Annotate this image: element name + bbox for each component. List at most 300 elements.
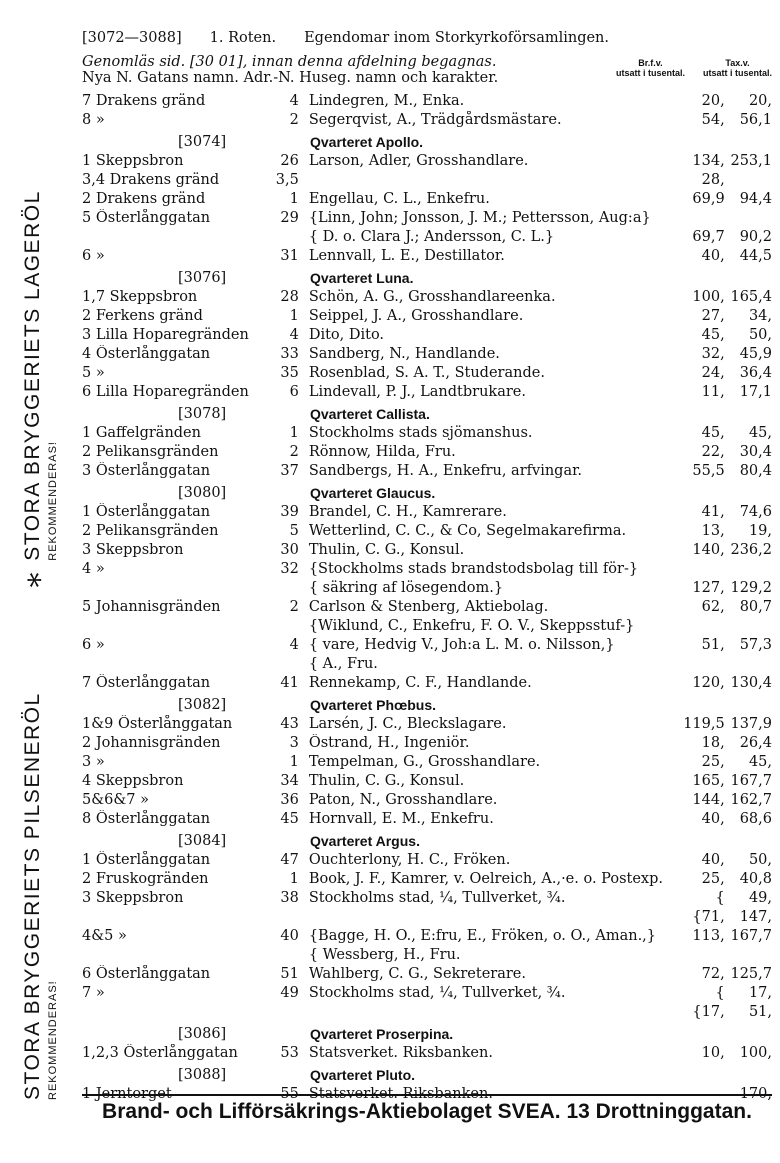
number-cell: 1 [289, 425, 299, 441]
owner-cell: Thulin, C. G., Konsul. [308, 773, 465, 789]
brfv-cell: 25, [701, 871, 725, 887]
number-cell: 1 [289, 191, 299, 207]
address-cell: 3 Österlånggatan [82, 463, 211, 479]
taxv-column-header: Tax.v. utsatt i tusental. [702, 58, 772, 78]
brfv-cell: 40, [701, 248, 725, 264]
number-cell [259, 228, 308, 247]
brfv-cell: 119,5 [683, 716, 725, 732]
address-cell: 6 Lilla Hoparegränden [82, 384, 249, 400]
property-row [82, 753, 772, 772]
owner-cell: Rosenblad, S. A. T., Studerande. [308, 365, 545, 381]
block-heading [82, 831, 772, 851]
taxv-cell: 253,1 [730, 153, 772, 169]
note-text: Genomläs sid. [30 01], innan denna afdelning begagnas. [82, 54, 497, 70]
address-cell: 2 Johannisgränden [82, 735, 221, 751]
brfv-column-header: Br.f.v. utsatt i tusental. [615, 58, 685, 78]
owner-cell: {Stockholms stads brandstodsbolag till för-} [308, 561, 639, 577]
block-name: Qvarteret Argus. [310, 833, 420, 849]
property-row [82, 522, 772, 541]
address-cell: 6 » [82, 637, 105, 653]
address-cell: 2 Pelikansgränden [82, 444, 219, 460]
number-cell: 2 [289, 444, 299, 460]
brfv-cell: 55,5 [692, 463, 725, 479]
footer-advertisement: Brand- och Lifförsäkrings-Aktiebolaget SVEA. 13 Drottninggatan. [82, 1094, 772, 1124]
number-cell: 30 [280, 542, 299, 558]
property-row [82, 1044, 772, 1063]
address-cell [82, 1003, 259, 1022]
number-cell: 31 [280, 248, 299, 264]
property-row [82, 92, 772, 111]
address-cell: 8 » [82, 112, 105, 128]
address-cell: 4 Österlånggatan [82, 346, 211, 362]
owner-cell: { vare, Hedvig V., Joh:a L. M. o. Nilsson,} [308, 637, 615, 653]
taxv-cell: 162,7 [730, 792, 772, 808]
address-cell: 2 Pelikansgränden [82, 523, 219, 539]
property-row [82, 734, 772, 753]
brfv-cell [673, 946, 724, 965]
block-number: [3088] [178, 1067, 227, 1083]
property-row [82, 889, 772, 908]
taxv-cell: 45, [748, 754, 772, 770]
taxv-cell: 100, [739, 1045, 772, 1061]
block-heading [82, 695, 772, 715]
block-name: Qvarteret Luna. [310, 270, 414, 286]
brfv-cell: 69,7 [692, 229, 725, 245]
block-name: Qvarteret Phœbus. [310, 697, 437, 713]
number-cell: 28 [280, 289, 299, 305]
number-cell: 51 [280, 966, 299, 982]
taxv-cell: 125,7 [730, 966, 772, 982]
address-cell: 6 » [82, 248, 105, 264]
page-title: Egendomar inom Storkyrkoförsamlingen. [304, 30, 610, 46]
number-cell: 43 [280, 716, 299, 732]
property-list [82, 92, 772, 1104]
property-row [82, 617, 772, 636]
owner-cell: Schön, A. G., Grosshandlareenka. [308, 289, 556, 305]
star-icon: * [22, 572, 58, 588]
number-cell: 37 [280, 463, 299, 479]
taxv-cell: 80,4 [739, 463, 772, 479]
number-cell: 35 [280, 365, 299, 381]
brfv-cell: 72, [701, 966, 725, 982]
owner-cell: Statsverket. Riksbanken. [308, 1045, 493, 1061]
number-cell: 3 [289, 735, 299, 751]
property-row [82, 810, 772, 829]
column-header [82, 54, 772, 92]
number-cell: 1 [289, 754, 299, 770]
property-row [82, 946, 772, 965]
brfv-cell: {71, [692, 909, 725, 925]
property-row [82, 462, 772, 481]
number-cell: 6 [289, 384, 299, 400]
owner-cell: Brandel, C. H., Kamrerare. [308, 504, 507, 520]
taxv-cell: 68,6 [739, 811, 772, 827]
number-cell: 38 [280, 890, 299, 906]
number-cell: 29 [280, 210, 299, 226]
property-row [82, 541, 772, 560]
address-cell: 3,4 Drakens gränd [82, 172, 220, 188]
owner-cell: Paton, N., Grosshandlare. [308, 792, 498, 808]
address-cell: 2 Fruskogränden [82, 871, 209, 887]
brfv-cell [673, 655, 724, 674]
taxv-cell: 56,1 [739, 112, 772, 128]
taxv-cell: 165,4 [730, 289, 772, 305]
page-header [82, 30, 772, 54]
brfv-cell: 27, [701, 308, 725, 324]
property-row [82, 190, 772, 209]
address-cell [82, 617, 259, 636]
brfv-cell: {17, [692, 1004, 725, 1020]
brfv-cell [673, 209, 724, 228]
owner-cell: Book, J. F., Kamrer, v. Oelreich, A.,·e. o. Postexp. [308, 871, 663, 887]
number-cell [259, 1003, 308, 1022]
taxv-cell: 17,1 [739, 384, 772, 400]
owner-cell: {Linn, John; Jonsson, J. M.; Pettersson, Aug:a} [308, 210, 651, 226]
taxv-cell [725, 655, 772, 674]
number-cell: 53 [280, 1045, 299, 1061]
taxv-cell: 26,4 [739, 735, 772, 751]
taxv-cell [725, 171, 772, 190]
taxv-cell: 130,4 [730, 675, 772, 691]
brfv-cell: 28, [701, 172, 725, 188]
owner-cell [309, 171, 674, 190]
number-cell: 5 [289, 523, 299, 539]
property-row [82, 209, 772, 228]
owner-cell: { D. o. Clara J.; Andersson, C. L.} [308, 229, 555, 245]
address-cell: 7 Österlånggatan [82, 675, 211, 691]
brfv-cell: 25, [701, 754, 725, 770]
property-row [82, 927, 772, 946]
address-cell [82, 579, 259, 598]
taxv-cell: 167,7 [730, 773, 772, 789]
owner-cell: Ouchterlony, H. C., Fröken. [308, 852, 511, 868]
taxv-cell: 50, [748, 852, 772, 868]
address-cell: 5 Johannisgränden [82, 599, 221, 615]
owner-cell: Dito, Dito. [308, 327, 385, 343]
taxv-cell [725, 946, 772, 965]
side-ad-subtext: REKOMMENDERAS! [47, 980, 59, 1100]
property-row [82, 152, 772, 171]
taxv-cell: 34, [748, 308, 772, 324]
property-row [82, 383, 772, 402]
taxv-cell: 30,4 [739, 444, 772, 460]
number-cell: 1 [289, 871, 299, 887]
taxv-cell: 74,6 [739, 504, 772, 520]
taxv-cell: 170, [739, 1086, 772, 1102]
taxv-cell [725, 209, 772, 228]
taxv-cell: 17, [748, 985, 772, 1001]
number-cell [259, 946, 308, 965]
taxv-cell: 40,8 [739, 871, 772, 887]
owner-cell: Lennvall, L. E., Destillator. [308, 248, 505, 264]
owner-cell [309, 1003, 674, 1022]
property-row [82, 111, 772, 130]
owner-cell [309, 908, 674, 927]
property-row [82, 424, 772, 443]
taxv-cell [725, 560, 772, 579]
block-heading [82, 483, 772, 503]
number-cell [259, 908, 308, 927]
address-cell: 4 » [82, 561, 105, 577]
address-cell: 1,2,3 Österlånggatan [82, 1045, 238, 1061]
owner-cell: Tempelman, G., Grosshandlare. [308, 754, 541, 770]
owner-cell: Stockholms stad, ¼, Tullverket, ¾. [308, 890, 566, 906]
owner-cell: Lindevall, P. J., Landtbrukare. [308, 384, 526, 400]
address-cell [82, 946, 259, 965]
address-cell: 1 Gaffelgränden [82, 425, 201, 441]
number-cell: 39 [280, 504, 299, 520]
property-row [82, 636, 772, 655]
number-cell: 36 [280, 792, 299, 808]
owner-cell: {Bagge, H. O., E:fru, E., Fröken, o. O., Aman.,} [308, 928, 657, 944]
taxv-cell: 137,9 [730, 716, 772, 732]
property-row [82, 326, 772, 345]
brfv-cell: 120, [692, 675, 725, 691]
number-cell: 1 [289, 308, 299, 324]
owner-cell: Wetterlind, C. C., & Co, Segelmakarefirma. [308, 523, 627, 539]
address-cell: 5 Österlånggatan [82, 210, 211, 226]
brfv-cell: 10, [701, 1045, 725, 1061]
brfv-cell [673, 560, 724, 579]
brfv-cell: 127, [692, 580, 725, 596]
block-number: [3074] [178, 134, 227, 150]
brfv-cell [673, 617, 724, 636]
property-row [82, 228, 772, 247]
taxv-cell: 90,2 [739, 229, 772, 245]
owner-cell: Carlson & Stenberg, Aktiebolag. [308, 599, 549, 615]
owner-cell: Thulin, C. G., Konsul. [308, 542, 465, 558]
brfv-cell: 32, [701, 346, 725, 362]
block-number: [3082] [178, 697, 227, 713]
taxv-cell: 236,2 [730, 542, 772, 558]
brfv-cell: 165, [692, 773, 725, 789]
number-cell: 47 [280, 852, 299, 868]
owner-cell: { Wessberg, H., Fru. [308, 947, 461, 963]
property-row [82, 791, 772, 810]
block-name: Qvarteret Glaucus. [310, 485, 436, 501]
taxv-cell: 147, [739, 909, 772, 925]
number-cell: 26 [280, 153, 299, 169]
taxv-cell: 45, [748, 425, 772, 441]
number-cell [259, 655, 308, 674]
property-row [82, 364, 772, 383]
block-number: [3084] [178, 833, 227, 849]
brfv-cell: 18, [701, 735, 725, 751]
property-row [82, 851, 772, 870]
owner-cell: Rennekamp, C. F., Handlande. [308, 675, 532, 691]
block-heading [82, 1024, 772, 1044]
owner-cell: Stockholms stad, ¼, Tullverket, ¾. [308, 985, 566, 1001]
taxv-cell: 167,7 [730, 928, 772, 944]
block-name: Qvarteret Pluto. [310, 1067, 416, 1083]
property-row [82, 288, 772, 307]
brfv-cell: 45, [701, 425, 725, 441]
address-cell: 2 Ferkens gränd [82, 308, 203, 324]
address-cell [82, 228, 259, 247]
address-cell [82, 655, 259, 674]
brfv-cell: 24, [701, 365, 725, 381]
address-cell: 4 Skeppsbron [82, 773, 184, 789]
number-cell: 2 [289, 112, 299, 128]
number-cell: 41 [280, 675, 299, 691]
owner-cell: Hornvall, E. M., Enkefru. [308, 811, 494, 827]
address-cell: 1 Skeppsbron [82, 153, 184, 169]
brfv-cell: 144, [692, 792, 725, 808]
address-cell: 1 Österlånggatan [82, 852, 211, 868]
property-row [82, 772, 772, 791]
brfv-cell: 20, [701, 93, 725, 109]
address-cell: 3 » [82, 754, 105, 770]
taxv-cell: 94,4 [739, 191, 772, 207]
number-cell: 49 [280, 985, 299, 1001]
block-heading [82, 1065, 772, 1085]
taxv-cell [725, 617, 772, 636]
property-row [82, 247, 772, 266]
brfv-cell: 69,9 [692, 191, 725, 207]
brfv-cell: 134, [692, 153, 725, 169]
address-cell: 1&9 Österlånggatan [82, 716, 233, 732]
taxv-cell: 36,4 [739, 365, 772, 381]
address-cell: 3 Lilla Hoparegränden [82, 327, 249, 343]
brfv-cell: 54, [701, 112, 725, 128]
number-cell: 4 [289, 327, 299, 343]
taxv-cell: 80,7 [739, 599, 772, 615]
number-cell: 33 [280, 346, 299, 362]
block-name: Qvarteret Callista. [310, 406, 430, 422]
owner-cell: Rönnow, Hilda, Fru. [308, 444, 456, 460]
taxv-cell: 49, [748, 890, 772, 906]
brfv-cell: 11, [701, 384, 725, 400]
property-row [82, 503, 772, 522]
block-number: [3086] [178, 1026, 227, 1042]
brfv-cell: 22, [701, 444, 725, 460]
owner-cell: Lindegren, M., Enka. [308, 93, 465, 109]
address-cell: 7 Drakens gränd [82, 93, 206, 109]
owner-cell: Östrand, H., Ingeniör. [308, 735, 470, 751]
brfv-cell: { [715, 890, 725, 906]
block-name: Qvarteret Apollo. [310, 134, 424, 150]
owner-cell: Statsverket. Riksbanken. [308, 1086, 493, 1102]
taxv-cell: 57,3 [739, 637, 772, 653]
property-row [82, 171, 772, 190]
taxv-cell: 45,9 [739, 346, 772, 362]
property-row [82, 655, 772, 674]
column-labels: Nya N. Gatans namn. Adr.-N. Huseg. namn och karakter. [82, 70, 499, 86]
owner-cell: Engellau, C. L., Enkefru. [308, 191, 490, 207]
brfv-cell: 62, [701, 599, 725, 615]
owner-cell: Sandbergs, H. A., Enkefru, arfvingar. [308, 463, 583, 479]
property-row [82, 443, 772, 462]
side-advertisement [8, 60, 72, 1100]
district-label: 1. Roten. [209, 30, 277, 46]
brfv-cell: 100, [692, 289, 725, 305]
side-ad-text: STORA BRYGGERIETS PILSENERÖL [21, 692, 44, 1100]
owner-cell: Larson, Adler, Grosshandlare. [308, 153, 529, 169]
property-row [82, 598, 772, 617]
number-cell: 2 [289, 599, 299, 615]
owner-cell: Wahlberg, C. G., Sekreterare. [308, 966, 526, 982]
property-row [82, 345, 772, 364]
owner-cell: { säkring af lösegendom.} [308, 580, 504, 596]
property-row [82, 674, 772, 693]
number-cell: 45 [280, 811, 299, 827]
number-cell: 3,5 [275, 172, 299, 188]
taxv-cell: 51, [748, 1004, 772, 1020]
taxv-cell: 129,2 [730, 580, 772, 596]
brfv-cell: 40, [701, 852, 725, 868]
taxv-cell: 19, [748, 523, 772, 539]
block-name: Qvarteret Proserpina. [310, 1026, 454, 1042]
property-row [82, 870, 772, 889]
address-cell: 1 Jerntorget [82, 1086, 172, 1102]
address-cell: 5&6&7 » [82, 792, 149, 808]
number-cell: 55 [280, 1086, 299, 1102]
owner-cell: Stockholms stads sjömanshus. [308, 425, 533, 441]
address-cell: 1,7 Skeppsbron [82, 289, 198, 305]
owner-cell: Larsén, J. C., Bleckslagare. [308, 716, 507, 732]
number-cell: 4 [289, 93, 299, 109]
address-cell [82, 908, 259, 927]
address-cell: 3 Skeppsbron [82, 542, 184, 558]
brfv-cell: { [715, 985, 725, 1001]
page-content [82, 30, 772, 1104]
brfv-cell: 113, [692, 928, 725, 944]
owner-cell: {Wiklund, C., Enkefru, F. O. V., Skeppsstuf-} [308, 618, 635, 634]
brfv-cell: 140, [692, 542, 725, 558]
brfv-cell: 45, [701, 327, 725, 343]
brfv-cell: 13, [701, 523, 725, 539]
address-cell: 2 Drakens gränd [82, 191, 206, 207]
brfv-cell: 40, [701, 811, 725, 827]
address-cell: 5 » [82, 365, 105, 381]
property-row [82, 715, 772, 734]
brfv-cell: 51, [701, 637, 725, 653]
block-heading [82, 404, 772, 424]
property-row [82, 984, 772, 1003]
address-cell: 8 Österlånggatan [82, 811, 211, 827]
brfv-cell: 41, [701, 504, 725, 520]
number-cell: 34 [280, 773, 299, 789]
property-row [82, 908, 772, 927]
address-cell: 7 » [82, 985, 105, 1001]
owner-cell: Sandberg, N., Handlande. [308, 346, 500, 362]
owner-cell: Segerqvist, A., Trädgårdsmästare. [308, 112, 562, 128]
taxv-cell: 44,5 [739, 248, 772, 264]
number-cell: 40 [280, 928, 299, 944]
number-cell: 32 [280, 561, 299, 577]
block-heading [82, 132, 772, 152]
block-number: [3080] [178, 485, 227, 501]
number-cell [259, 617, 308, 636]
address-cell: 3 Skeppsbron [82, 890, 184, 906]
block-number: [3076] [178, 270, 227, 286]
property-row [82, 965, 772, 984]
property-row [82, 560, 772, 579]
taxv-cell: 50, [748, 327, 772, 343]
property-row [82, 307, 772, 326]
page-range: [3072—3088] [82, 30, 182, 46]
block-heading [82, 268, 772, 288]
taxv-cell: 20, [748, 93, 772, 109]
side-ad-subtext: REKOMMENDERAS! [47, 441, 59, 561]
number-cell [259, 579, 308, 598]
side-ad-text: STORA BRYGGERIETS LAGERÖL [21, 190, 44, 561]
address-cell: 6 Österlånggatan [82, 966, 211, 982]
address-cell: 1 Österlånggatan [82, 504, 211, 520]
number-cell: 4 [289, 637, 299, 653]
block-number: [3078] [178, 406, 227, 422]
owner-cell: Seippel, J. A., Grosshandlare. [308, 308, 524, 324]
